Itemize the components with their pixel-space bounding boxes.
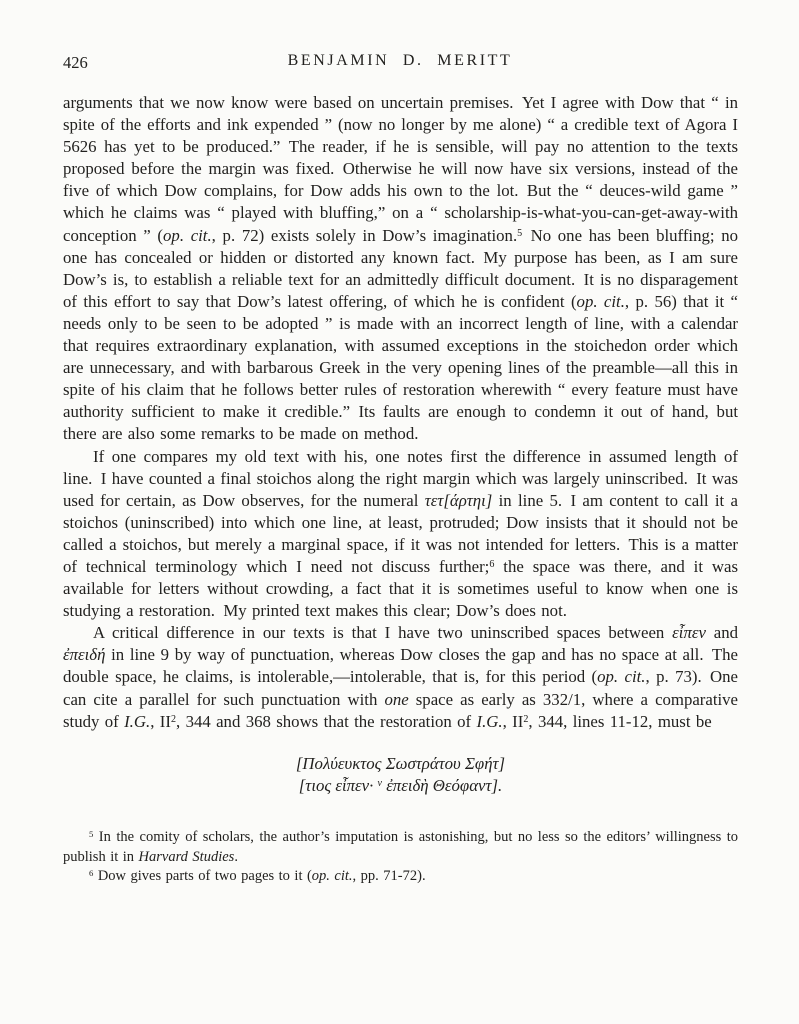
greek-text: [Πολύευκτος Σωστράτου Σφήτ]: [295, 753, 506, 773]
text-run: , 344, lines 11-12, must be: [528, 711, 712, 731]
italic-text: one: [384, 689, 409, 709]
superscript: 6: [89, 868, 94, 879]
greek-text: τετ[άρτηι]: [424, 490, 493, 510]
greek-text: ἐπειδή: [63, 645, 106, 665]
paragraph: [63, 92, 738, 446]
greek-text: [τιος εἶπεν·: [298, 776, 378, 796]
superscript: 5: [517, 227, 523, 239]
greek-quotation-block: [63, 753, 738, 798]
italic-text: op. cit.: [597, 667, 646, 687]
italic-text: I.G.: [476, 711, 503, 731]
running-head: BENJAMIN D. MERITT: [287, 52, 513, 69]
footnotes: [63, 828, 738, 887]
greek-text: ἐπειδὴ Θεόφαντ].: [382, 776, 503, 796]
greek-text: εἶπεν: [672, 623, 706, 643]
paragraph: [63, 622, 738, 732]
greek-line: [63, 775, 738, 798]
text-run: If one compares my old text with his, one notes first the difference in assumed length of line. I have counted a final stoichos along the right margin which was largely uninscribed. It was used for certain, as Dow observes, for the numeral: [63, 446, 738, 510]
text-run: , p. 56) that it “ needs only to be seen to be adopted ” is made with an incorrect length of line, with a calendar that requires extraordinary explanation, with assumed exceptions in the stoichedon order which are unnecessary, and with barbarous Greek in the very opening lines of the preamble—all this in spite of his claim that he follows better rules of restoration wherewith “ every feature must have authority sufficient to make it credible.” Its faults are enough to condemn it out of hand, but there are also some remarks to be made on method.: [63, 291, 738, 444]
greek-line: [63, 753, 738, 776]
text-run: No one has been bluffing; no one has concealed or hidden or distorted any known fact. My purpose has been, as I am sure Dow’s is, to establish a reliable text for an admittedly difficult document. It is no disparagement of this effort to say that Dow’s latest offering, of which he is confident (: [63, 225, 738, 311]
greek-superscript: v: [377, 778, 382, 790]
italic-text: op. cit.: [163, 225, 212, 245]
text-run: A critical difference in our texts is that I have two uninscribed spaces between: [93, 623, 673, 643]
superscript: 5: [89, 828, 94, 839]
text-run: , II: [150, 711, 171, 731]
italic-text: I.G.: [124, 711, 151, 731]
italic-text: Harvard Studies: [138, 848, 235, 865]
text-run: and: [705, 623, 738, 643]
text-run: In the comity of scholars, the author’s imputation is astonishing, but no less so the editors’ willingness to publish it in: [63, 828, 738, 865]
text-run: .: [234, 848, 238, 865]
text-run: , pp. 71-72).: [352, 868, 426, 885]
text-run: in line 9 by way of punctuation, whereas Dow closes the gap and has no space at all. The double space, he claims, is intolerable,—intolerable, that is, for this period (: [63, 645, 738, 687]
italic-text: op. cit.: [311, 868, 353, 885]
page-number: 426: [63, 53, 88, 72]
superscript: 2: [523, 713, 529, 725]
page-body: [63, 92, 738, 887]
superscript: 2: [170, 713, 176, 725]
text-run: , p. 73). One can cite a parallel for such punctuation with: [63, 667, 738, 709]
text-run: the space was there, and it was available for letters without crowding, a fact that it is sometimes useful to know when one is studying a restoration. My printed text makes this clear; Dow’s does not.: [63, 556, 738, 621]
text-run: in line 5. I am content to call it a stoichos (uninscribed) into which one line, at least, protruded; Dow insists that it should not be called a stoichos, but merely a marginal space, if it was not intended for letters. This is a matter of technical terminology which I need not discuss further;: [63, 490, 738, 576]
text-run: space as early as 332/1, where a comparative study of: [63, 689, 738, 731]
running-header: [63, 52, 737, 74]
italic-text: op. cit.: [576, 291, 625, 311]
footnote: [63, 867, 738, 887]
paragraph: [63, 446, 738, 623]
text-run: , II: [502, 711, 524, 731]
text-run: Dow gives parts of two pages to it (: [93, 868, 312, 885]
superscript: 6: [489, 559, 495, 571]
text-run: , p. 72) exists solely in Dow’s imagination.: [211, 225, 518, 245]
text-run: arguments that we now know were based on uncertain premises. Yet I agree with Dow that “ in spite of the efforts and ink expended ” (now no longer by me alone) “ a credible text of Agora I 5626 has yet to be produced.” The reader, if he is sensible, will pay no attention to the texts proposed before the margin was fixed. Otherwise he will now have six versions, instead of the five of which Dow complains, for Dow adds his own to the lot. But the “ deuces-wild game ” which he claims was “ played with bluffing,” on a “ scholarship-is-what-you-can-get-away-with conception ” (: [63, 93, 738, 245]
footnote: [63, 828, 738, 868]
text-run: , 344 and 368 shows that the restoration of: [176, 711, 477, 731]
